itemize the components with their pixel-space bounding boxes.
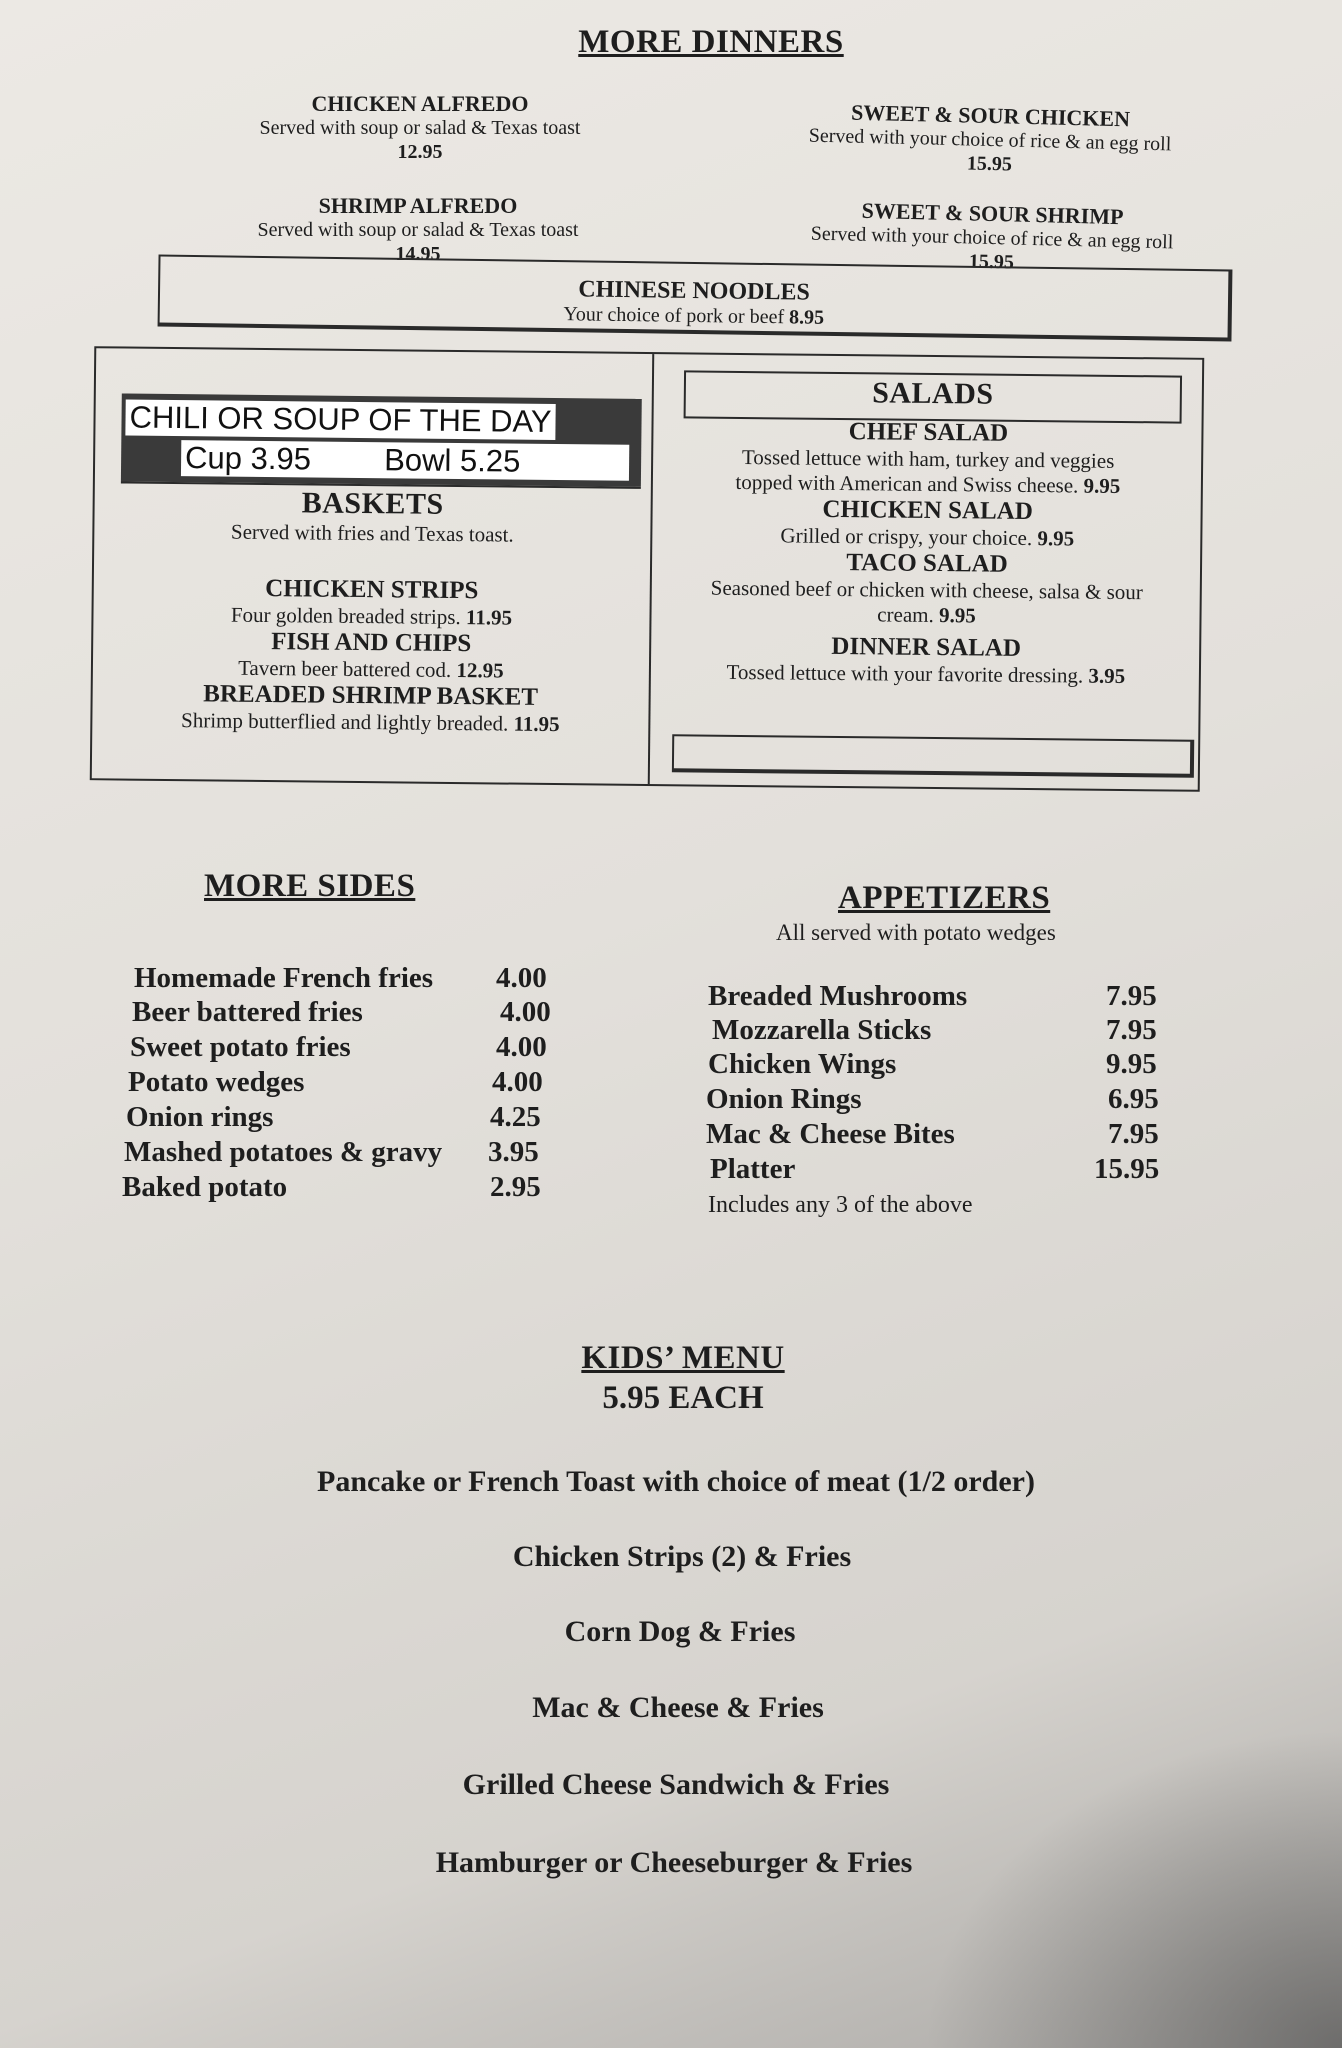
chili-soup-banner	[121, 393, 642, 486]
basket-item-desc: Four golden breaded strips. 11.95	[230, 602, 513, 630]
noodles-desc-text: Your choice of pork or beef	[563, 303, 785, 329]
dish-price: 15.95	[968, 250, 1015, 274]
chili-bowl: Bowl 5.25	[384, 442, 521, 479]
middle-menu-box	[90, 346, 1204, 792]
more-sides-title: MORE SIDES	[204, 868, 416, 904]
dish-desc: Served with soup or salad & Texas toast	[257, 219, 579, 241]
dish-desc: Served with your choice of rice & an egg roll	[808, 124, 1172, 156]
kids-item: Hamburger or Cheeseburger & Fries	[435, 1846, 913, 1879]
baskets-title: BASKETS	[301, 486, 444, 521]
kids-item: Mac & Cheese & Fries	[532, 1691, 824, 1724]
chili-cup: Cup 3.95	[184, 440, 312, 477]
dinner-item-chicken-alfredo	[200, 92, 640, 164]
noodles-price: 8.95	[788, 306, 825, 329]
baskets-subtitle: Served with fries and Texas toast.	[230, 519, 514, 547]
kids-menu-title: KIDS’ MENU	[581, 1340, 785, 1376]
salad-item-desc: topped with American and Swiss cheese. 9.95	[735, 469, 1121, 498]
kids-item: Grilled Cheese Sandwich & Fries	[462, 1768, 890, 1801]
salads-section	[661, 416, 1194, 690]
appetizers-note: Includes any 3 of the above	[708, 1192, 973, 1218]
kids-item: Pancake or French Toast with choice of meat (1/2 order)	[317, 1465, 1035, 1498]
basket-item-desc: Tavern beer battered cod. 12.95	[238, 655, 504, 683]
more-dinners-title: MORE DINNERS	[578, 24, 844, 60]
salad-item-desc: Tossed lettuce with your favorite dressing. 3.95	[726, 659, 1126, 689]
salad-item-name: TACO SALAD	[846, 549, 1008, 578]
dish-price: 12.95	[397, 141, 443, 163]
chili-soup-title: CHILI OR SOUP OF THE DAY	[125, 400, 555, 441]
appetizers-title: APPETIZERS	[838, 880, 1051, 916]
salad-item-name: CHEF SALAD	[848, 418, 1009, 447]
appetizers-subtitle: All served with potato wedges	[776, 920, 1056, 945]
dinner-item-sweet-sour-chicken	[759, 98, 1221, 181]
salad-item-desc: Tossed lettuce with ham, turkey and veggies	[741, 444, 1115, 473]
noodles-name: CHINESE NOODLES	[578, 276, 810, 306]
dish-name: SHRIMP ALFREDO	[318, 193, 518, 218]
dish-name: SWEET & SOUR SHRIMP	[861, 197, 1124, 230]
chinese-noodles-box	[158, 255, 1233, 342]
basket-item-desc: Shrimp butterflied and lightly breaded. 11.95	[181, 708, 560, 737]
basket-item-name: CHICKEN STRIPS	[265, 575, 479, 605]
salad-item-desc: Grilled or crispy, your choice. 9.95	[780, 523, 1075, 551]
salads-header-box	[684, 370, 1182, 423]
dish-desc: Served with soup or salad & Texas toast	[259, 117, 581, 139]
salad-item-name: DINNER SALAD	[831, 632, 1022, 662]
dish-desc: Served with your choice of rice & an egg roll	[810, 222, 1174, 254]
basket-item-name: FISH AND CHIPS	[271, 628, 472, 658]
basket-item-name: BREADED SHRIMP BASKET	[203, 680, 539, 711]
kids-item: Chicken Strips (2) & Fries	[512, 1540, 852, 1573]
dish-price: 15.95	[966, 152, 1013, 176]
kids-item: Corn Dog & Fries	[564, 1615, 796, 1648]
dish-name: SWEET & SOUR CHICKEN	[850, 99, 1131, 132]
salad-item-desc: Seasoned beef or chicken with cheese, salsa & sour	[710, 575, 1143, 605]
baskets-section	[92, 484, 651, 738]
salad-item-name: CHICKEN SALAD	[822, 495, 1033, 526]
salad-item-desc: cream. 9.95	[877, 602, 976, 628]
dish-price: 14.95	[395, 243, 441, 265]
chili-cup-bowl	[181, 440, 629, 481]
salads-title: SALADS	[871, 376, 994, 411]
kids-menu-price: 5.95 EACH	[602, 1380, 764, 1416]
salads-footer-box	[672, 734, 1194, 777]
dish-name: CHICKEN ALFREDO	[311, 91, 529, 116]
